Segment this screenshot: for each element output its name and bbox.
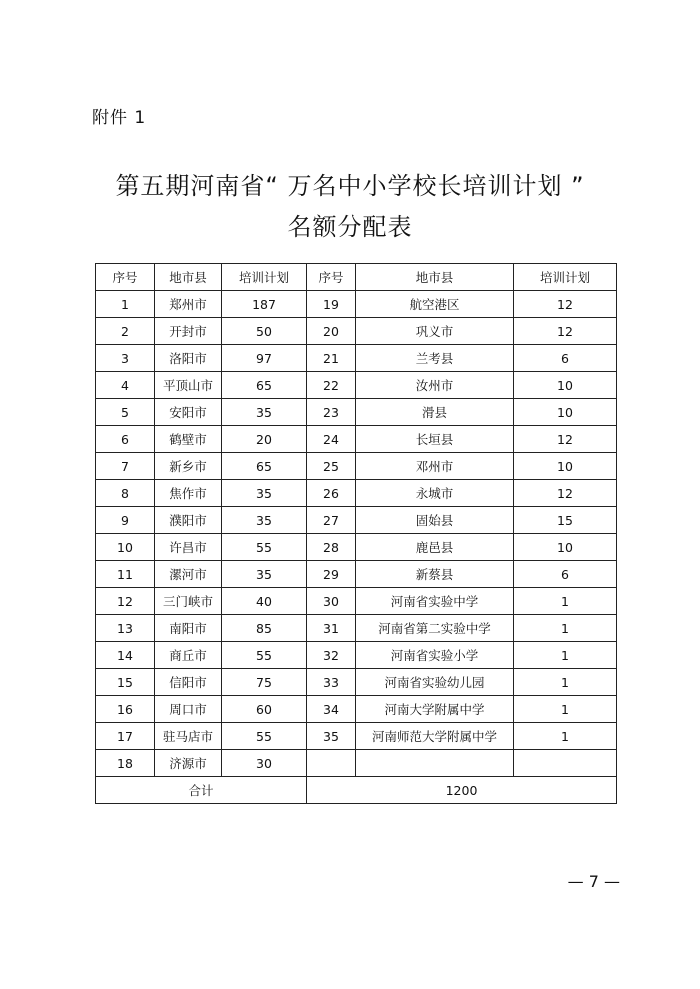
region-right-cell: 河南省实验中学 [356,588,514,615]
quota-right-cell: 12 [514,291,617,318]
index-left-cell: 3 [96,345,155,372]
header-index-right: 序号 [307,264,356,291]
region-left-cell: 商丘市 [155,642,222,669]
region-left-cell: 开封市 [155,318,222,345]
index-right-cell: 31 [307,615,356,642]
region-right-cell: 河南省第二实验中学 [356,615,514,642]
index-left-cell: 6 [96,426,155,453]
region-left-cell: 信阳市 [155,669,222,696]
region-left-cell: 驻马店市 [155,723,222,750]
table-row [96,399,617,426]
region-left-cell: 鹤壁市 [155,426,222,453]
quota-right-cell: 10 [514,534,617,561]
quota-right-cell: 12 [514,480,617,507]
index-left-cell: 18 [96,750,155,777]
index-left-cell: 15 [96,669,155,696]
region-left-cell: 焦作市 [155,480,222,507]
quota-left-cell: 55 [222,642,307,669]
quota-right-cell [514,750,617,777]
table-row [96,507,617,534]
table-row [96,345,617,372]
region-right-cell: 河南师范大学附属中学 [356,723,514,750]
quota-right-cell: 1 [514,669,617,696]
index-left-cell: 13 [96,615,155,642]
quota-left-cell: 20 [222,426,307,453]
quota-right-cell: 15 [514,507,617,534]
region-right-cell: 巩义市 [356,318,514,345]
quota-left-cell: 65 [222,372,307,399]
region-right-cell: 永城市 [356,480,514,507]
quota-left-cell: 85 [222,615,307,642]
header-region-left: 地市县 [155,264,222,291]
region-right-cell: 长垣县 [356,426,514,453]
header-region-right: 地市县 [356,264,514,291]
index-left-cell: 5 [96,399,155,426]
header-quota-left: 培训计划 [222,264,307,291]
index-left-cell: 14 [96,642,155,669]
region-left-cell: 南阳市 [155,615,222,642]
region-right-cell: 兰考县 [356,345,514,372]
index-right-cell [307,750,356,777]
table-row [96,750,617,777]
quota-left-cell: 97 [222,345,307,372]
region-right-cell: 汝州市 [356,372,514,399]
table-row [96,534,617,561]
total-label: 合计 [96,777,307,804]
table-body [96,291,617,777]
index-right-cell: 28 [307,534,356,561]
region-left-cell: 郑州市 [155,291,222,318]
region-left-cell: 三门峡市 [155,588,222,615]
quota-right-cell: 1 [514,615,617,642]
index-left-cell: 11 [96,561,155,588]
region-left-cell: 安阳市 [155,399,222,426]
region-left-cell: 新乡市 [155,453,222,480]
index-right-cell: 20 [307,318,356,345]
region-right-cell: 邓州市 [356,453,514,480]
total-row [96,777,617,804]
table-row [96,318,617,345]
quota-right-cell: 1 [514,723,617,750]
table-row [96,642,617,669]
total-value: 1200 [307,777,617,804]
table-row [96,615,617,642]
quota-left-cell: 35 [222,507,307,534]
quota-allocation-table [95,263,617,804]
region-right-cell: 航空港区 [356,291,514,318]
quota-left-cell: 55 [222,723,307,750]
index-left-cell: 4 [96,372,155,399]
region-left-cell: 济源市 [155,750,222,777]
table-row [96,372,617,399]
quota-right-cell: 12 [514,318,617,345]
table-row [96,480,617,507]
region-left-cell: 平顶山市 [155,372,222,399]
index-right-cell: 26 [307,480,356,507]
index-right-cell: 32 [307,642,356,669]
quota-right-cell: 10 [514,372,617,399]
region-left-cell: 许昌市 [155,534,222,561]
quota-left-cell: 35 [222,480,307,507]
table-row [96,723,617,750]
table-row [96,588,617,615]
header-quota-right: 培训计划 [514,264,617,291]
quota-right-cell: 1 [514,588,617,615]
quota-right-cell: 10 [514,453,617,480]
index-left-cell: 17 [96,723,155,750]
quota-left-cell: 40 [222,588,307,615]
table-row [96,669,617,696]
index-right-cell: 29 [307,561,356,588]
table-row [96,453,617,480]
quota-right-cell: 6 [514,561,617,588]
table-row [96,696,617,723]
table-row [96,426,617,453]
index-right-cell: 33 [307,669,356,696]
table-row [96,291,617,318]
region-right-cell: 河南省实验小学 [356,642,514,669]
page-number: — 7 — [567,872,620,891]
index-right-cell: 22 [307,372,356,399]
region-left-cell: 洛阳市 [155,345,222,372]
region-left-cell: 濮阳市 [155,507,222,534]
index-left-cell: 1 [96,291,155,318]
index-right-cell: 30 [307,588,356,615]
table-row [96,561,617,588]
index-right-cell: 35 [307,723,356,750]
attachment-label: 附件 1 [92,108,147,128]
quota-left-cell: 60 [222,696,307,723]
index-right-cell: 24 [307,426,356,453]
index-left-cell: 7 [96,453,155,480]
region-right-cell: 鹿邑县 [356,534,514,561]
region-right-cell: 河南大学附属中学 [356,696,514,723]
document-title-line-1: 第五期河南省“ 万名中小学校长培训计划 ” [115,172,585,200]
index-left-cell: 2 [96,318,155,345]
quota-left-cell: 50 [222,318,307,345]
index-right-cell: 21 [307,345,356,372]
index-right-cell: 34 [307,696,356,723]
region-left-cell: 漯河市 [155,561,222,588]
table-header-row [96,264,617,291]
header-index-left: 序号 [96,264,155,291]
document-title-line-2: 名额分配表 [287,213,413,241]
index-right-cell: 19 [307,291,356,318]
quota-right-cell: 1 [514,642,617,669]
index-right-cell: 27 [307,507,356,534]
quota-left-cell: 187 [222,291,307,318]
quota-right-cell: 10 [514,399,617,426]
region-left-cell: 周口市 [155,696,222,723]
quota-right-cell: 1 [514,696,617,723]
quota-right-cell: 12 [514,426,617,453]
index-left-cell: 8 [96,480,155,507]
quota-left-cell: 75 [222,669,307,696]
index-left-cell: 16 [96,696,155,723]
quota-left-cell: 30 [222,750,307,777]
index-left-cell: 12 [96,588,155,615]
index-left-cell: 9 [96,507,155,534]
index-right-cell: 25 [307,453,356,480]
region-right-cell: 河南省实验幼儿园 [356,669,514,696]
quota-left-cell: 35 [222,561,307,588]
quota-right-cell: 6 [514,345,617,372]
index-left-cell: 10 [96,534,155,561]
quota-left-cell: 65 [222,453,307,480]
quota-left-cell: 55 [222,534,307,561]
quota-left-cell: 35 [222,399,307,426]
region-right-cell: 新蔡县 [356,561,514,588]
region-right-cell: 滑县 [356,399,514,426]
index-right-cell: 23 [307,399,356,426]
region-right-cell [356,750,514,777]
region-right-cell: 固始县 [356,507,514,534]
